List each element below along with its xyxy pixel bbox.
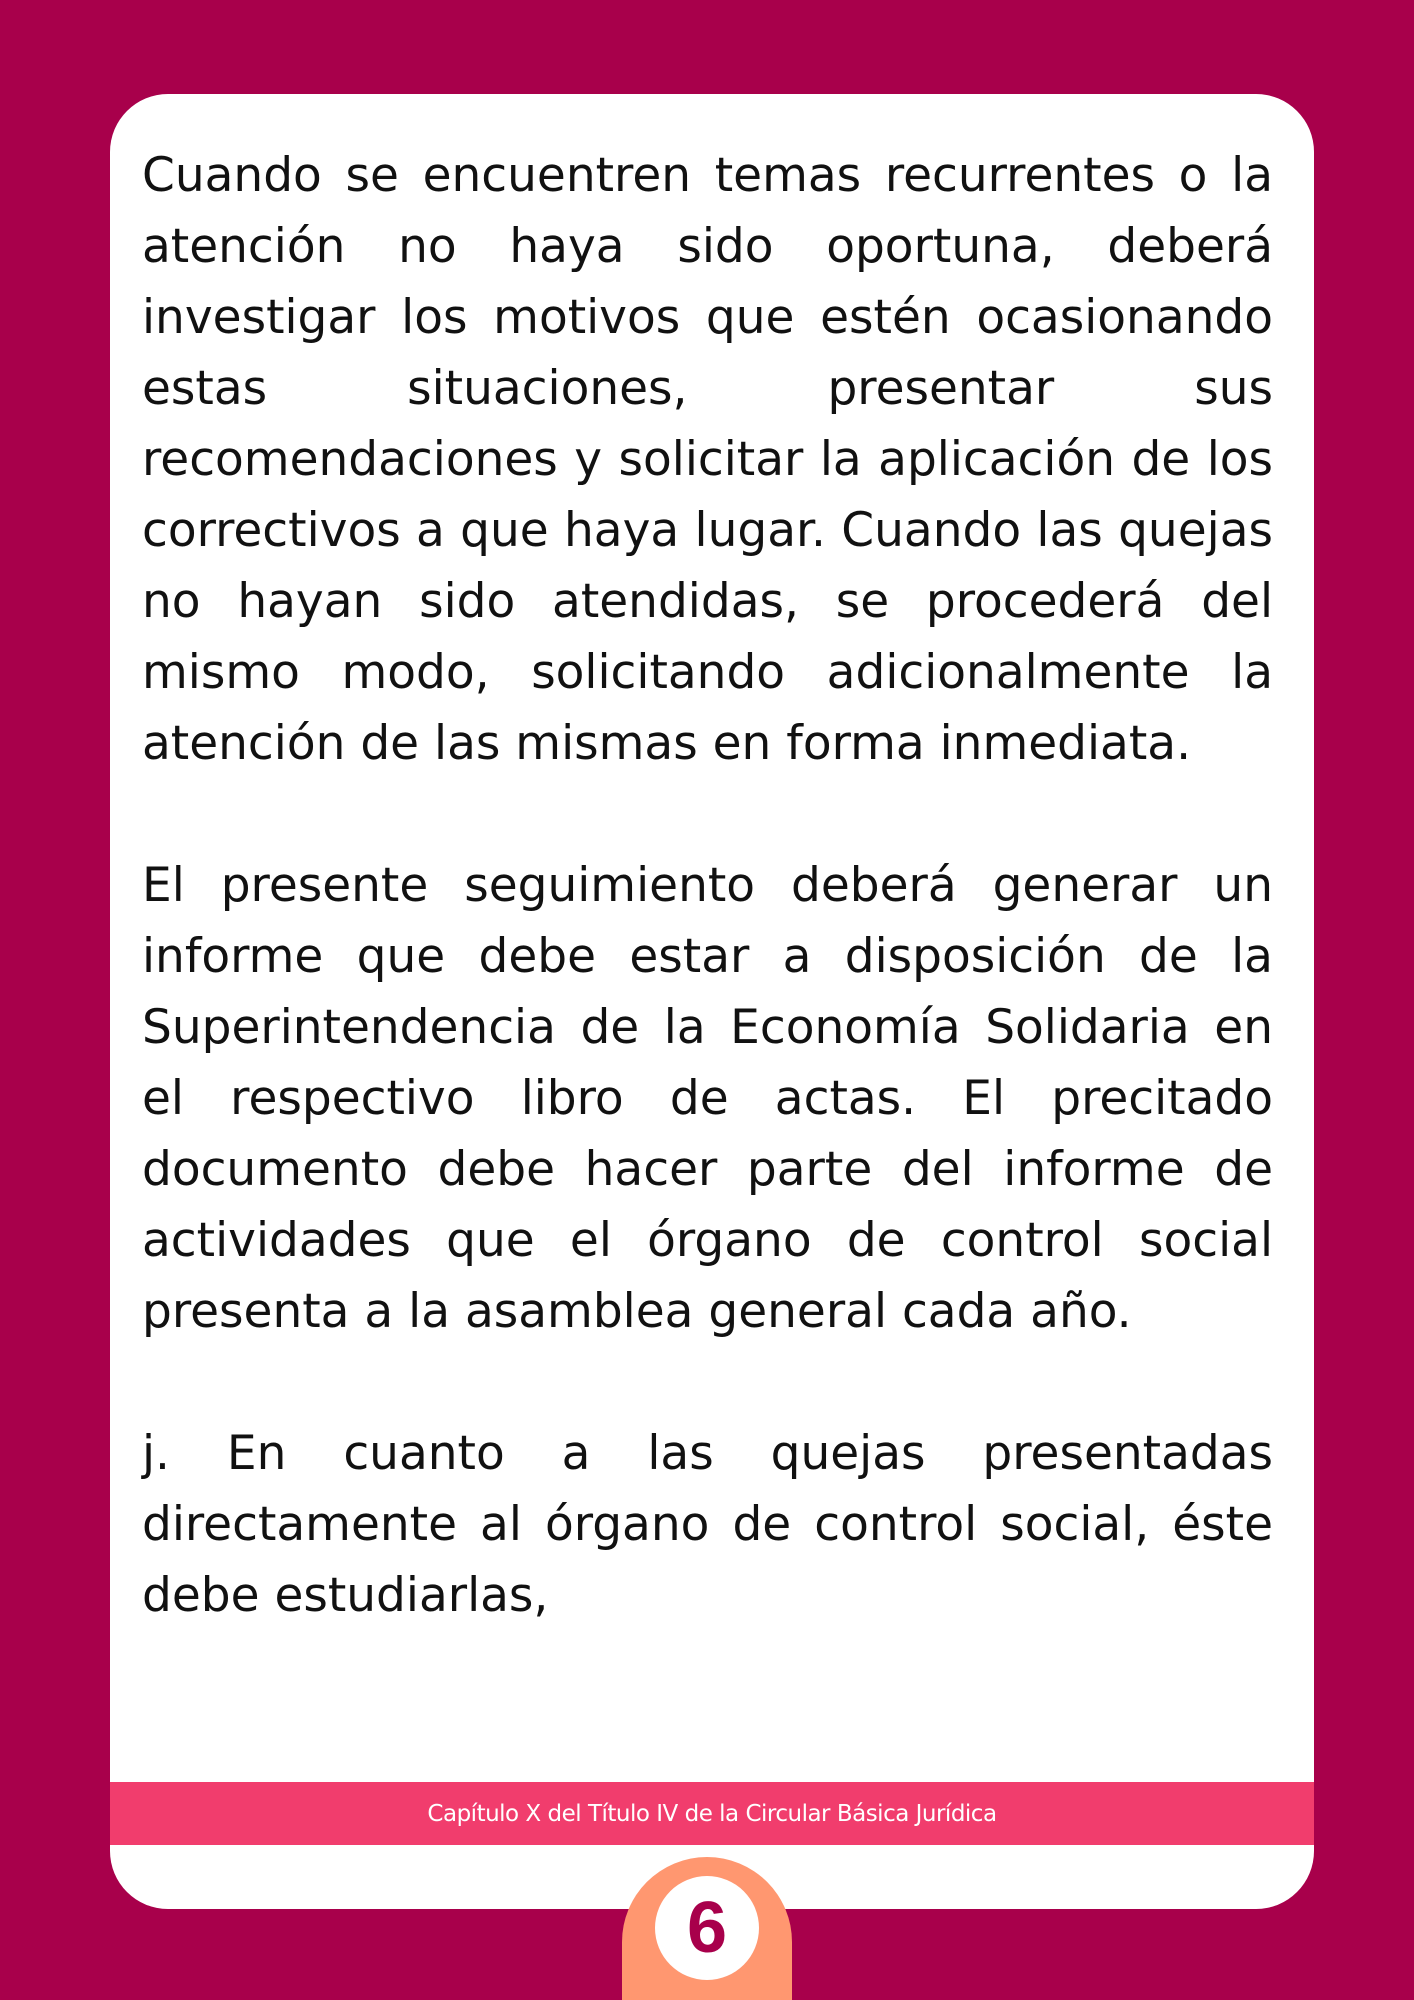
paragraph: Cuando se encuentren temas recurrentes o la atención no haya sido oportuna, deberá investigar los motivos que estén ocasionando estas situaciones, presentar sus recomendaciones y solicitar la aplicación de los correctivos a que haya lugar. Cuando las quejas no hayan sido atendidas, se procederá del mismo modo, solicitando adicionalmente la atención de las mismas en forma inmediata.	[142, 148, 1273, 771]
page-number-badge	[655, 1876, 759, 1980]
footer-band	[110, 1782, 1314, 1845]
page-card	[110, 94, 1314, 1909]
page-number: 6	[686, 1888, 728, 1968]
paragraph: j. En cuanto a las quejas presentadas directamente al órgano de control social, éste debe estudiarlas,	[142, 1426, 1273, 1623]
footer-caption: Capítulo X del Título IV de la Circular Básica Jurídica	[427, 1800, 997, 1827]
paragraph: El presente seguimiento deberá generar un informe que debe estar a disposición de la Superintendencia de la Economía Solidaria en el respectivo libro de actas. El precitado documento debe hacer parte del informe de actividades que el órgano de control social presenta a la asamblea general cada año.	[142, 858, 1273, 1339]
document-body	[142, 140, 1273, 1631]
